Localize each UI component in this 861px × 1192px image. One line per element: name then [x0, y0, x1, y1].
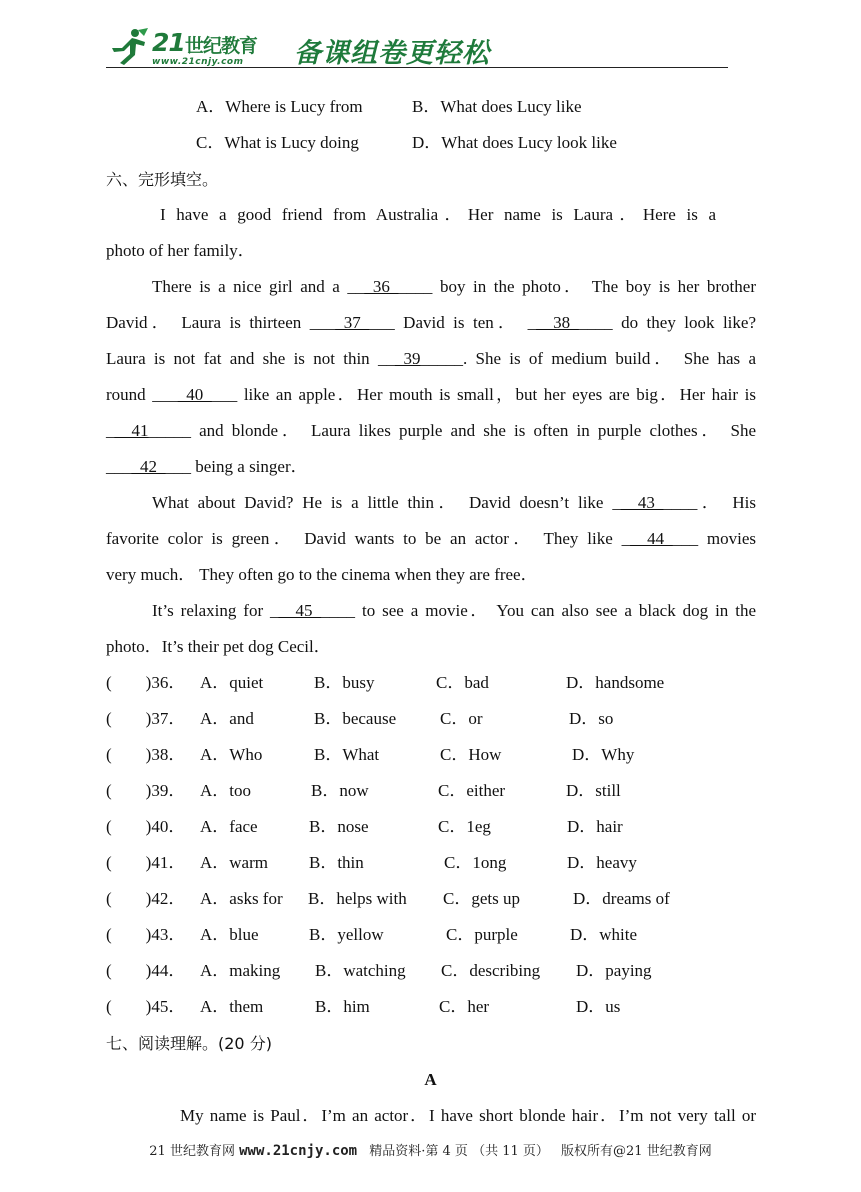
question-number: ( )43．	[106, 925, 186, 944]
question-number: ( )39．	[106, 781, 186, 800]
choice-c: C．1eg	[438, 817, 491, 836]
option-b: B．What does Lucy like	[412, 97, 582, 116]
passage-text: ____ do they look like?	[578, 313, 756, 332]
passage-line-5	[106, 348, 756, 370]
passage-line-9	[152, 492, 756, 514]
blank-42: _42_	[131, 457, 166, 476]
choice-d: D．still	[566, 781, 621, 800]
question-number: ( )37．	[106, 709, 186, 728]
choice-c: C．1ong	[444, 853, 507, 872]
choice-d: D．Why	[572, 745, 635, 764]
choice-d: D．heavy	[567, 853, 637, 872]
passage-text: round ___	[106, 385, 178, 404]
passage-line-4	[106, 312, 756, 334]
choice-a: A．making	[200, 961, 281, 980]
logo-name: 世纪教育	[185, 35, 258, 57]
blank-38: __38_	[536, 313, 579, 332]
choice-c: C．gets up	[443, 889, 520, 908]
passage-line-7	[106, 420, 756, 442]
question-number: ( )40．	[106, 817, 186, 836]
question-number: ( )41．	[106, 853, 186, 872]
runner-logo-icon	[108, 26, 152, 66]
choice-a: A．face	[200, 817, 258, 836]
choice-c: C．her	[439, 997, 490, 1016]
question-number: ( )38．	[106, 745, 186, 764]
blank-45: __45_	[278, 601, 322, 620]
passage-text: ___ like an apple．Her mouth is small，but her eyes are big．Her hair is	[211, 385, 756, 404]
question-number: ( )45．	[106, 997, 186, 1016]
passage-text: ____ to see a movie． You can also see a black dog in the	[321, 601, 756, 620]
choice-d: D．paying	[576, 961, 652, 980]
choice-b: B．now	[311, 781, 369, 800]
passage-line-13	[106, 636, 756, 658]
passage-text: ___	[106, 457, 132, 476]
passage-text: It’s relaxing for _	[152, 601, 279, 620]
choice-c: C．or	[440, 709, 483, 728]
blank-39: _39	[394, 349, 421, 368]
logo-number: 21	[152, 28, 185, 57]
passage-line-8	[106, 456, 756, 478]
section-7-title: 七、阅读理解。(20 分)	[106, 1034, 272, 1053]
passage-text: Laura is not fat and she is not thin __	[106, 349, 395, 368]
passage-text: _	[106, 421, 115, 440]
choice-d: D．white	[570, 925, 638, 944]
choice-b: B．him	[315, 997, 370, 1016]
blank-40: _40_	[177, 385, 212, 404]
passage-text: _____ and blonde． Laura likes purple and she is often in purple clothes． She	[148, 421, 756, 440]
choice-c: C．describing	[441, 961, 541, 980]
passage-line-2	[106, 240, 756, 262]
choice-b: B．nose	[309, 817, 369, 836]
choice-a: A．asks for	[200, 889, 283, 908]
choice-a: A．quiet	[200, 673, 264, 692]
passage-text: ___ David is ten． _	[369, 313, 537, 332]
choice-d: D．handsome	[566, 673, 665, 692]
passage-text: ___ being a singer．	[165, 457, 308, 476]
reading-text: My name is Paul．I’m an actor．I have short blonde hair．I’m not very tall or	[180, 1106, 756, 1125]
passage-line-11	[106, 564, 756, 586]
choice-c: C．How	[440, 745, 502, 764]
question-number: ( )36．	[106, 673, 186, 692]
passage-text: What about David? He is a little thin． David doesn’t like _	[152, 493, 621, 512]
choice-a: A．warm	[200, 853, 268, 872]
passage-text: I have a good friend from Australia．Her name is Laura．Here is a	[160, 205, 716, 224]
choice-c: C．either	[438, 781, 506, 800]
option-d: D．What does Lucy look like	[412, 133, 617, 152]
footer-left: 21 世纪教育网	[149, 1144, 235, 1159]
choice-b: B．busy	[314, 673, 375, 692]
option-c: C．What is Lucy doing	[196, 133, 359, 152]
choice-d: D．dreams of	[573, 889, 670, 908]
passage-line-6	[106, 384, 756, 406]
passage-text: _____. She is of medium build． She has a	[420, 349, 756, 368]
header-slogan: 备课组卷更轻松	[294, 38, 490, 69]
choice-d: D．us	[576, 997, 621, 1016]
logo-url: www.21cnjy.com	[152, 57, 244, 67]
choice-a: A．Who	[200, 745, 263, 764]
passage-text: ____ boy in the photo． The boy is her brother	[398, 277, 756, 296]
question-number: ( )44．	[106, 961, 186, 980]
choice-a: A．too	[200, 781, 251, 800]
choice-b: B．because	[314, 709, 397, 728]
choice-c: C．purple	[446, 925, 518, 944]
passage-text: ____． His	[663, 493, 756, 512]
passage-line-3	[152, 276, 756, 298]
choice-d: D．so	[569, 709, 614, 728]
passage-text: very much． They often go to the cinema when they are free．	[106, 565, 538, 584]
blank-41: __41	[114, 421, 149, 440]
passage-line-1	[160, 204, 716, 226]
choice-b: B．What	[314, 745, 380, 764]
passage-line-12	[152, 600, 756, 622]
passage-text: ___ movies	[672, 529, 757, 548]
question-number: ( )42．	[106, 889, 186, 908]
blank-43: __43_	[620, 493, 664, 512]
passage-text: David． Laura is thirteen ___	[106, 313, 336, 332]
choice-b: B．helps with	[308, 889, 407, 908]
option-a: A．Where is Lucy from	[196, 97, 363, 116]
footer-page-info: 精品资料·第 4 页 （共 11 页）	[369, 1144, 549, 1159]
blank-37: _37_	[335, 313, 370, 332]
header-divider	[106, 67, 728, 68]
choice-a: A．them	[200, 997, 264, 1016]
choice-a: A．and	[200, 709, 254, 728]
section-6-title: 六、完形填空。	[106, 170, 219, 189]
footer-site: www.21cnjy.com	[239, 1143, 358, 1159]
reading-first-line	[180, 1105, 756, 1127]
choice-b: B．thin	[309, 853, 364, 872]
choice-c: C．bad	[436, 673, 489, 692]
passage-text: favorite color is green． David wants to be an actor． They like _	[106, 529, 631, 548]
blank-36: _36_	[364, 277, 399, 296]
passage-text: There is a nice girl and a __	[152, 277, 365, 296]
reading-label: A	[424, 1070, 437, 1089]
passage-line-10	[106, 528, 756, 550]
choice-b: B．yellow	[309, 925, 384, 944]
page-footer	[0, 1140, 861, 1159]
page-header	[106, 22, 728, 72]
blank-44: __44_	[630, 529, 673, 548]
choice-d: D．hair	[567, 817, 623, 836]
passage-text: photo．It’s their pet dog Cecil．	[106, 637, 331, 656]
passage-text: photo of her family．	[106, 241, 255, 260]
footer-copyright: 版权所有@21 世纪教育网	[561, 1144, 712, 1159]
choice-b: B．watching	[315, 961, 406, 980]
choice-a: A．blue	[200, 925, 259, 944]
